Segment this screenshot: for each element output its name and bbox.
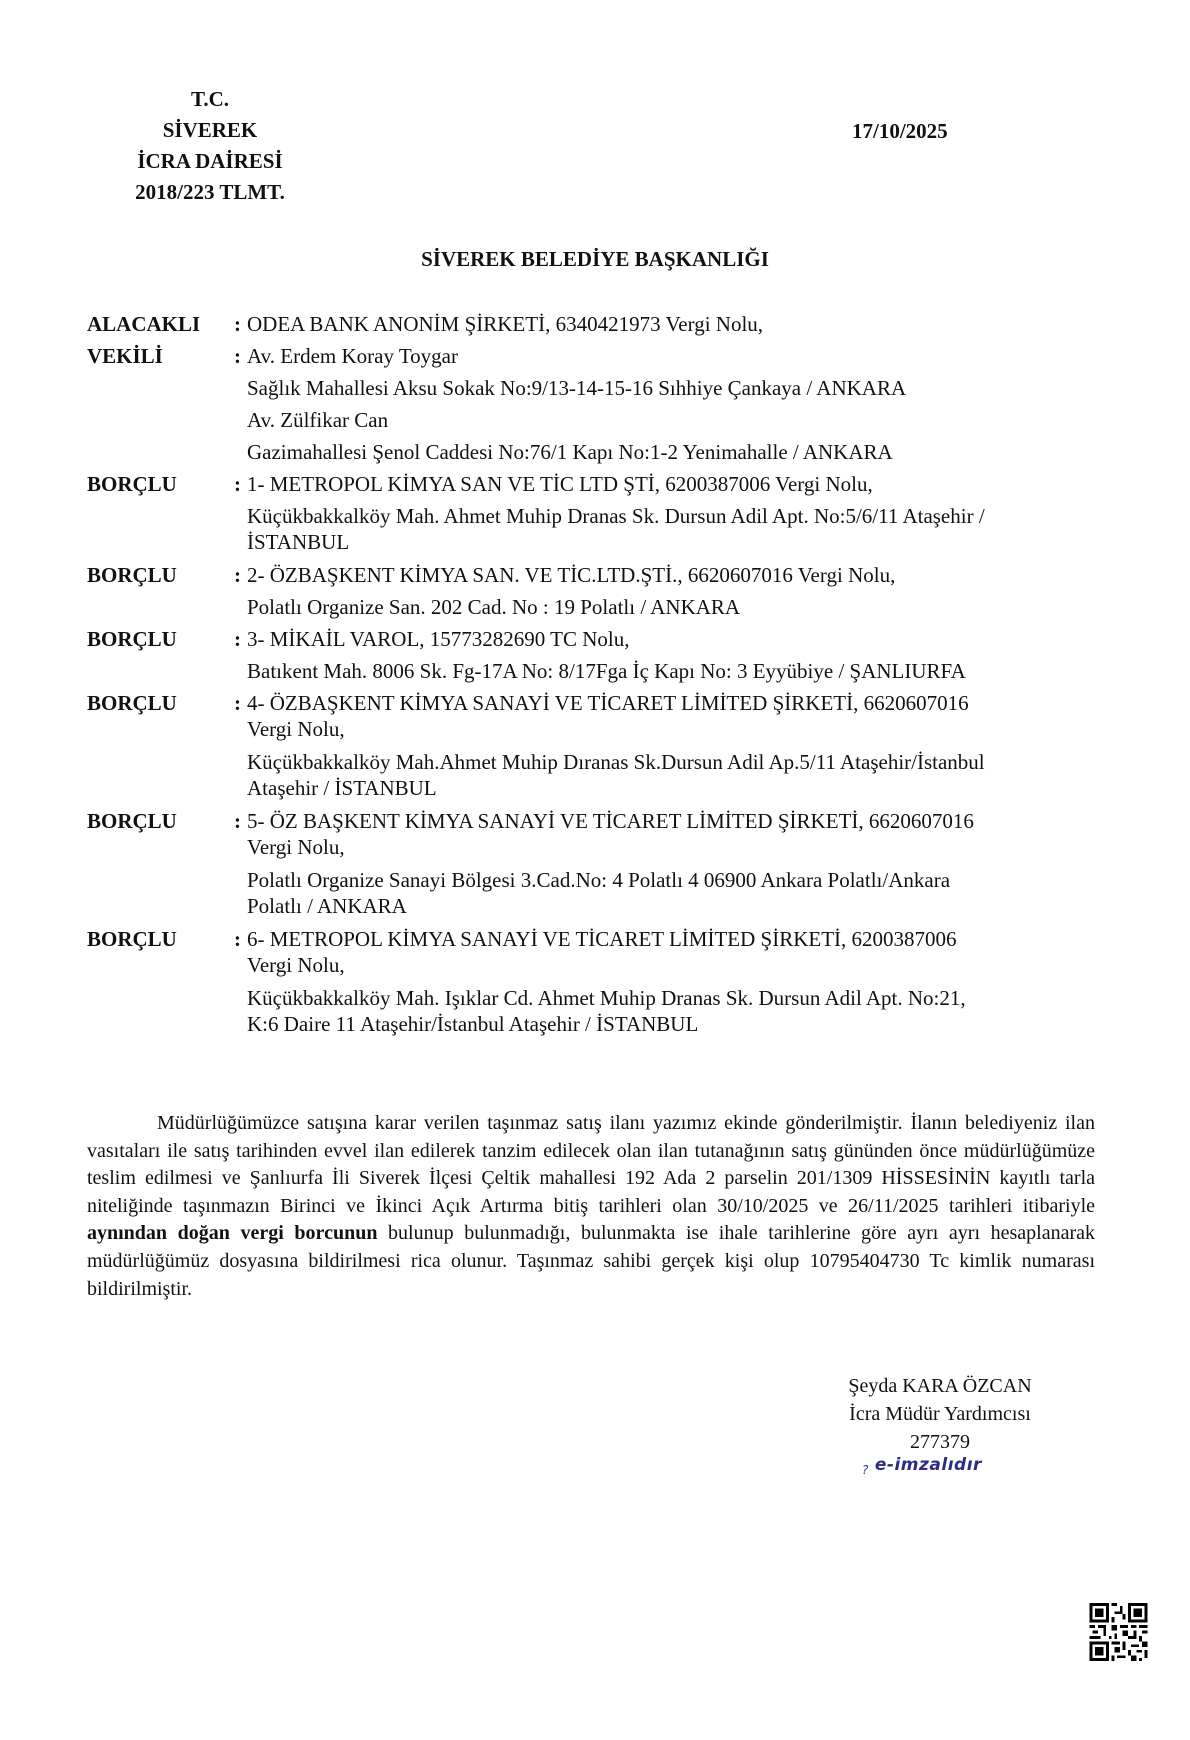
body-paragraph (87, 1110, 1095, 1303)
party-name: 4- ÖZBAŞKENT KİMYA SANAYİ VE TİCARET LİMİTED ŞİRKETİ, 6620607016 (247, 691, 969, 715)
party-label: BORÇLU (87, 472, 177, 496)
party-details (247, 687, 1117, 805)
qr-code-icon[interactable] (1087, 1603, 1150, 1661)
party-details (247, 559, 1117, 623)
party-row-bor-lu-2 (87, 468, 1117, 559)
body-text-part2: bulunup bulunmadığı, bulunmakta ise ihale tarihlerine göre ayrı ayrı hesaplanarak müdürlüğümüz dosyasına bildirilmesi rica olunur. Taşınmaz sahibi gerçek kişi olup 10795404730 Tc kimlik numarası bildirilmiştir. (87, 1222, 1095, 1300)
party-detail-line: Ataşehir / İSTANBUL (247, 776, 437, 800)
party-detail-line: Küçükbakkalköy Mah.Ahmet Muhip Dıranas Sk.Dursun Adil Ap.5/11 Ataşehir/İstanbul (247, 750, 985, 774)
office-line-country: T.C. (190, 87, 230, 111)
party-details (247, 468, 1117, 559)
party-label: BORÇLU (87, 691, 177, 715)
party-name: 6- METROPOL KİMYA SANAYİ VE TİCARET LİMİTED ŞİRKETİ, 6200387006 (247, 927, 957, 951)
office-line-city: SİVEREK (162, 118, 258, 142)
party-colon: : (234, 312, 241, 336)
party-details (247, 623, 1117, 687)
party-detail-line: Küçükbakkalköy Mah. Ahmet Muhip Dranas Sk. Dursun Adil Apt. No:5/6/11 Ataşehir / (247, 504, 985, 528)
party-detail-line: Vergi Nolu, (247, 953, 345, 977)
party-detail-line: Polatlı Organize San. 202 Cad. No : 19 Polatlı / ANKARA (247, 595, 741, 619)
party-colon: : (234, 927, 241, 951)
party-name: 3- MİKAİL VAROL, 15773282690 TC Nolu, (247, 627, 630, 651)
party-detail-line: İSTANBUL (247, 530, 350, 554)
party-colon: : (234, 627, 241, 651)
document-date: 17/10/2025 (852, 119, 948, 143)
signature-block (790, 1372, 1090, 1456)
party-colon: : (234, 344, 241, 368)
signatory-name: Şeyda KARA ÖZCAN (848, 1375, 1032, 1397)
e-signature-text: e-imzalıdır (874, 1455, 982, 1475)
party-label: ALACAKLI (87, 312, 201, 336)
party-colon: : (234, 691, 241, 715)
party-row-veki-li--1 (87, 340, 1117, 468)
party-label: BORÇLU (87, 563, 177, 587)
party-row-bor-lu-4 (87, 623, 1117, 687)
party-row-bor-lu-5 (87, 687, 1117, 805)
party-detail-line: Küçükbakkalköy Mah. Işıklar Cd. Ahmet Muhip Dranas Sk. Dursun Adil Apt. No:21, (247, 986, 966, 1010)
body-text-emphasis: aynından doğan vergi borcunun (87, 1222, 378, 1245)
party-detail-line: Polatlı Organize Sanayi Bölgesi 3.Cad.No: 4 Polatlı 4 06900 Ankara Polatlı/Ankara (247, 868, 951, 892)
party-colon: : (234, 472, 241, 496)
signatory-title: İcra Müdür Yardımcısı (849, 1403, 1031, 1425)
party-details (247, 805, 1117, 923)
party-name: 5- ÖZ BAŞKENT KİMYA SANAYİ VE TİCARET LİMİTED ŞİRKETİ, 6620607016 (247, 809, 974, 833)
party-details (247, 923, 1117, 1041)
party-detail-line: Polatlı / ANKARA (247, 894, 407, 918)
party-details (247, 308, 1117, 340)
party-colon: : (234, 563, 241, 587)
party-colon: : (234, 809, 241, 833)
party-label: BORÇLU (87, 927, 177, 951)
party-label: BORÇLU (87, 809, 177, 833)
party-name: ODEA BANK ANONİM ŞİRKETİ, 6340421973 Vergi Nolu, (247, 312, 764, 336)
party-name: 1- METROPOL KİMYA SAN VE TİC LTD ŞTİ, 6200387006 Vergi Nolu, (247, 472, 873, 496)
signatory-registry-no: 277379 (910, 1431, 970, 1453)
party-details (247, 340, 1117, 468)
body-text-part1: Müdürlüğümüzce satışına karar verilen taşınmaz satış ilanı yazımız ekinde gönderilmiştir. İlanın belediyeniz ilan vasıtaları ile satış tarihinden evvel ilan edilerek tanzim edilecek olan ilan tutanağının satış gününden önce müdürlüğümüze teslim edilmesi ve Şanlıurfa İli Siverek İlçesi Çeltik mahallesi 192 Ada 2 parselin 201/1309 HİSSESİNİN kayıtlı tarla niteliğinde taşınmazın Birinci ve İkinci Açık Artırma bitiş tarihleri olan 30/10/2025 ve 26/11/2025 tarihleri itibariyle (87, 1112, 1095, 1217)
party-detail-line: Vergi Nolu, (247, 835, 345, 859)
party-row-bor-lu-7 (87, 923, 1117, 1041)
party-name: 2- ÖZBAŞKENT KİMYA SAN. VE TİC.LTD.ŞTİ., 6620607016 Vergi Nolu, (247, 563, 896, 587)
party-label: VEKİLİ (87, 344, 163, 368)
party-row-alacakli-0 (87, 308, 1117, 340)
parties-list (87, 308, 1117, 1041)
office-line-file-no: 2018/223 TLMT. (135, 180, 285, 204)
party-detail-line: Batıkent Mah. 8006 Sk. Fg-17A No: 8/17Fga İç Kapı No: 3 Eyyübiye / ŞANLIURFA (247, 659, 966, 683)
office-line-department: İCRA DAİRESİ (137, 149, 283, 173)
office-header (110, 84, 310, 208)
party-row-bor-lu-6 (87, 805, 1117, 923)
party-detail-line: Av. Zülfikar Can (247, 408, 389, 432)
party-row-bor-lu-3 (87, 559, 1117, 623)
party-name: Av. Erdem Koray Toygar (247, 344, 458, 368)
e-signature-mark-icon: ? (862, 1463, 869, 1477)
recipient-title: SİVEREK BELEDİYE BAŞKANLIĞI (421, 247, 769, 271)
party-detail-line: Gazimahallesi Şenol Caddesi No:76/1 Kapı No:1-2 Yenimahalle / ANKARA (247, 440, 893, 464)
party-detail-line: Sağlık Mahallesi Aksu Sokak No:9/13-14-15-16 Sıhhiye Çankaya / ANKARA (247, 376, 907, 400)
party-label: BORÇLU (87, 627, 177, 651)
party-detail-line: Vergi Nolu, (247, 717, 345, 741)
party-detail-line: K:6 Daire 11 Ataşehir/İstanbul Ataşehir / İSTANBUL (247, 1012, 699, 1036)
e-signature-stamp (862, 1455, 982, 1477)
